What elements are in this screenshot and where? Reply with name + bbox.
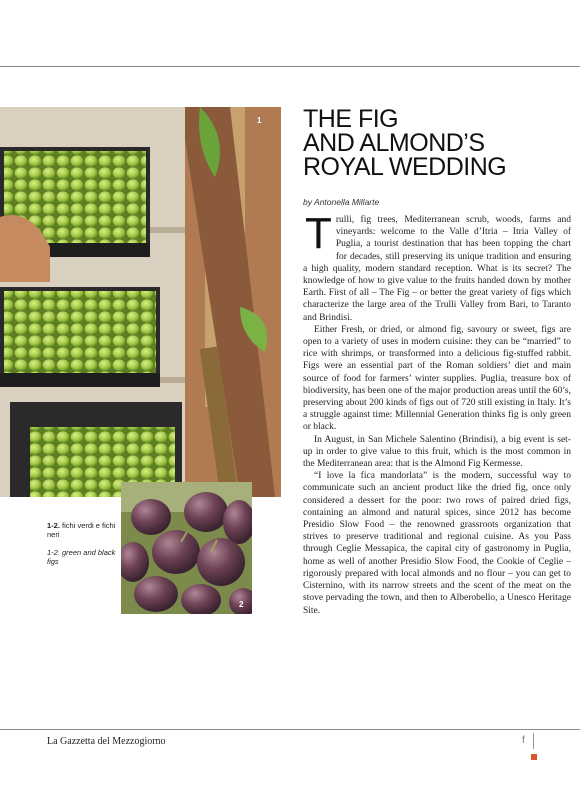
caption-italian-text: fichi verdi e fichi neri xyxy=(47,521,116,539)
top-rule xyxy=(0,66,580,67)
footer-rule xyxy=(0,729,580,730)
footer-mark: f xyxy=(522,735,525,746)
title-line: ROYAL WEDDING xyxy=(303,153,507,181)
footer-publication: La Gazzetta del Mezzogiorno xyxy=(47,736,166,747)
paragraph: “I love la fica mandorlata” is the modern, successful way to communicate such an ancient product like the dried fig, once only considered a dessert for the poor: two rows of paired dried figs, containing an almond and natural spices, since 2012 has become Presidio Slow Food – the renowned grassroots organization that strives to preserve traditional and regional cuisine. As you Pass through Ceglie Messapica, the capital city of gastronomy in Puglia, home as well of another Presidio Slow Food, the Cookie of Ceglie – rigorously prepared with local almonds and no flour – you can get to Cisternino, with its narrow streets and the scent of the meat on the stove pervading the town, and then to Alberobello, a Unesco Heritage Site. xyxy=(303,471,571,616)
footer-tick xyxy=(533,733,534,749)
drop-cap: T xyxy=(305,209,332,258)
accent-square xyxy=(531,754,537,760)
photo-1-number: 1 xyxy=(257,116,262,125)
paragraph-text: rulli, fig trees, Mediterranean scrub, woods, farms and vineyards: welcome to the Valle d’Itria – Itria Valley of Puglia, a tourist destination that has been topping the chart for decades, still preserving its unique tradition and ensuring a high quality, modern standard reception. What is its secret? The knowledge of how to give value to the fruits handed down by mother Earth. First of all – The Fig – or better the great variety of figs which characterize the large area of the Trulli Valley from Bari, to Taranto and Brindisi. xyxy=(303,215,571,323)
photo-black-figs xyxy=(121,482,252,614)
paragraph xyxy=(303,209,571,324)
title-line: THE FIG xyxy=(303,105,399,133)
photo-green-figs xyxy=(0,107,281,497)
paragraph: Either Fresh, or dried, or almond fig, savoury or sweet, figs are open to a variety of uses in modern cuisine: they can be “married” to rice with shrimps, or transformed into a delicious fig-stuffed rabbit. Figs were an essential part of the Roman soldiers’ diet and main source of food for farmers’ winter supplies. Puglia, treasure box of biodiversity, has been one of the major production areas until the 60’s, preserving about 200 kinds of figs out of 720 still existing in Italy. It’s a struggle against time: Millennial Generation thinks fig is only green or black. xyxy=(303,324,571,433)
paragraph: In August, in San Michele Salentino (Brindisi), a big event is set-up in order to give value to this fruit, which is the most common in the Mediterranean area: that is the Almond Fig Kermesse. xyxy=(303,434,571,470)
photo-2-number: 2 xyxy=(239,600,244,609)
byline: by Antonella Millarte xyxy=(303,197,380,207)
caption-italian-number: 1-2. xyxy=(47,521,60,530)
article-body xyxy=(303,209,571,617)
caption-english: 1-2. green and black figs xyxy=(47,548,116,566)
title-line: AND ALMOND’S xyxy=(303,129,485,157)
article-title xyxy=(303,107,573,179)
caption-italian xyxy=(47,521,117,539)
